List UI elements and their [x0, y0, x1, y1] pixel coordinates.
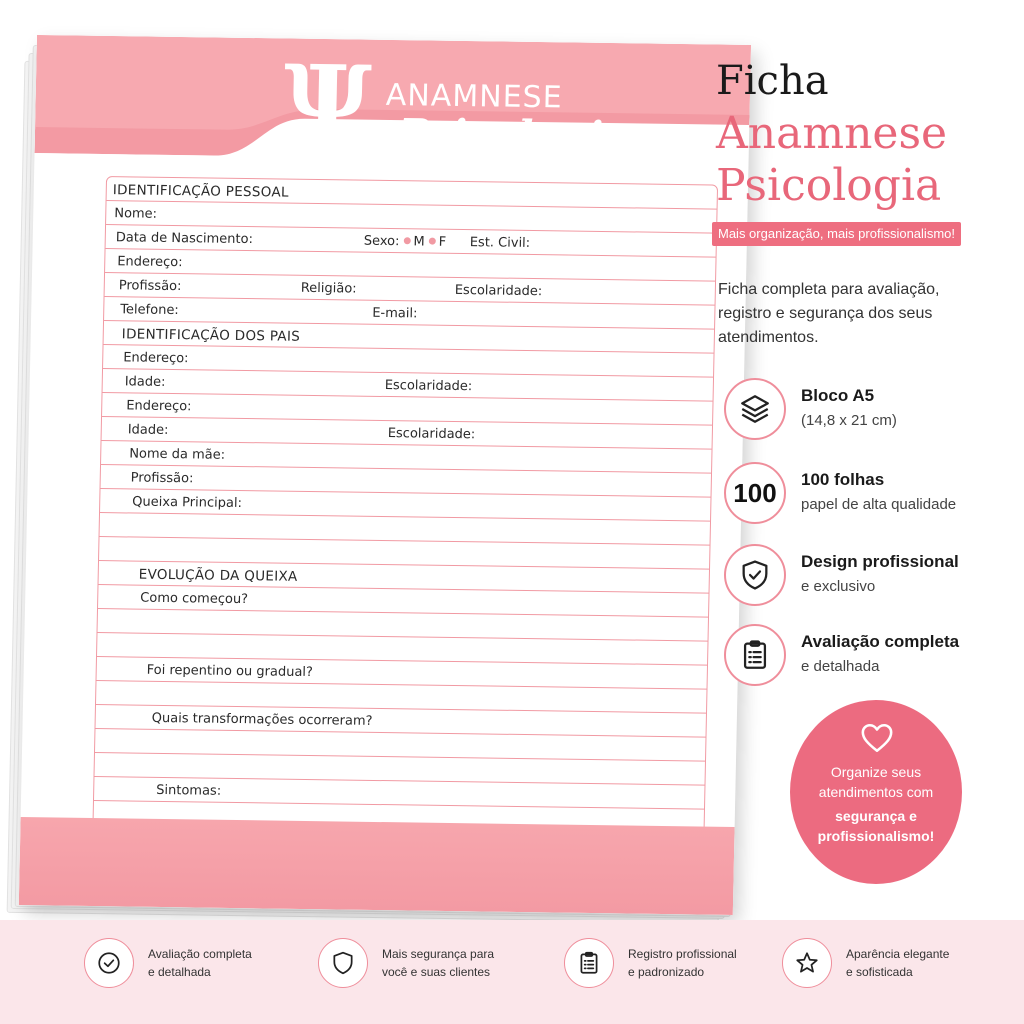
label-email: E-mail: [372, 305, 418, 322]
promo-line: Organize seus [830, 764, 922, 780]
benefit-text [628, 945, 737, 981]
section-evolution: EVOLUÇÃO DA QUEIXA [138, 566, 298, 585]
badge-number: 100 [733, 477, 777, 508]
panel-title-1: Ficha [716, 58, 829, 104]
promo-circle [790, 700, 962, 884]
benefit-line: e padronizado [628, 965, 705, 979]
feature-folhas [724, 462, 1014, 526]
panel-title-3: Psicologia [716, 160, 942, 211]
feature-subtitle: papel de alta qualidade [801, 496, 957, 513]
label-est-civil: Est. Civil: [469, 235, 531, 251]
feature-title: 100 folhas [801, 470, 885, 489]
label-nome-mae: Nome da mãe: [129, 446, 226, 463]
label-m: M [413, 234, 425, 250]
benefit-line: Registro profissional [628, 947, 737, 961]
layers-icon [724, 378, 786, 440]
promo-emphasis [790, 806, 962, 846]
clipboard-icon [724, 624, 786, 686]
feature-avaliacao [724, 624, 1014, 688]
notepad-mockup [14, 20, 754, 920]
benefit-line: e sofisticada [846, 965, 913, 979]
label-sexo: Sexo: [363, 233, 400, 250]
heart-icon [860, 722, 894, 754]
section-personal: IDENTIFICAÇÃO PESSOAL [112, 182, 289, 201]
label-endereco: Endereço: [117, 254, 183, 271]
check-circle-icon [84, 938, 134, 988]
benefit-text [846, 945, 949, 981]
label-sintomas: Sintomas: [156, 782, 222, 799]
sexo-field [364, 234, 447, 250]
radio-m[interactable] [403, 237, 410, 244]
description-line: atendimentos. [718, 329, 819, 346]
form-sheet [19, 35, 751, 915]
feature-title: Avaliação completa [801, 632, 960, 651]
label-nascimento: Data de Nascimento: [115, 230, 254, 248]
label-f: F [438, 234, 447, 250]
panel-description [718, 278, 1008, 350]
promo-line: segurança e [835, 808, 917, 824]
panel-title-2: Anamnese [716, 108, 948, 159]
label-escolaridade: Escolaridade: [454, 282, 543, 300]
feature-subtitle: (14,8 x 21 cm) [801, 412, 897, 429]
psi-logo: Ψ [282, 43, 373, 158]
label-escolaridade-2: Escolaridade: [387, 426, 476, 443]
benefit-line: Aparência elegante [846, 947, 950, 961]
label-transformacoes: Quais transformações ocorreram? [151, 710, 373, 729]
promo-text [790, 762, 962, 802]
benefit-line: você e suas clientes [382, 965, 491, 979]
shield-check-icon [724, 544, 786, 606]
section-parents: IDENTIFICAÇÃO DOS PAIS [121, 326, 301, 345]
benefit-text [382, 945, 494, 981]
notepad-stack [5, 15, 764, 925]
label-profissao: Profissão: [118, 278, 182, 295]
promo-line: profissionalismo! [817, 828, 935, 844]
feature-design [724, 544, 1014, 608]
label-religiao: Religião: [300, 280, 357, 297]
brand-subtitle: Psicologia [398, 110, 630, 161]
label-queixa: Queixa Principal: [132, 494, 243, 512]
feature-title: Design profissional [801, 552, 959, 571]
description-line: Ficha completa para avaliação, [718, 281, 940, 298]
feature-subtitle: e exclusivo [801, 578, 876, 595]
label-idade-2: Idade: [127, 422, 169, 438]
label-nome: Nome: [114, 206, 158, 222]
form-fields [92, 176, 718, 837]
label-idade: Idade: [124, 374, 166, 390]
label-como-comecou: Como começou? [140, 590, 249, 608]
clipboard-icon [564, 938, 614, 988]
star-icon [782, 938, 832, 988]
radio-f[interactable] [429, 238, 436, 245]
footer-band [19, 817, 735, 915]
description-line: registro e segurança dos seus [718, 305, 933, 322]
label-endereco-pais: Endereço: [123, 350, 189, 367]
tagline-badge: Mais organização, mais profissionalismo! [712, 222, 961, 246]
label-repentino: Foi repentino ou gradual? [146, 662, 314, 681]
feature-title: Bloco A5 [801, 386, 875, 405]
benefit-line: Avaliação completa [148, 947, 252, 961]
label-profissao-mae: Profissão: [130, 470, 194, 487]
label-telefone: Telefone: [120, 302, 179, 319]
benefit-line: e detalhada [148, 965, 211, 979]
promo-line: atendimentos com [818, 784, 934, 800]
benefit-text [148, 945, 252, 981]
benefit-line: Mais segurança para [382, 947, 495, 961]
label-endereco-2: Endereço: [126, 398, 192, 415]
feature-bloco [724, 378, 1014, 442]
feature-subtitle: e detalhada [801, 658, 880, 675]
benefits-bar [0, 920, 1024, 1024]
brand-title: ANAMNESE [385, 77, 563, 116]
label-escolaridade-pais: Escolaridade: [384, 377, 473, 395]
shield-icon [318, 938, 368, 988]
100-badge-icon [724, 462, 786, 524]
